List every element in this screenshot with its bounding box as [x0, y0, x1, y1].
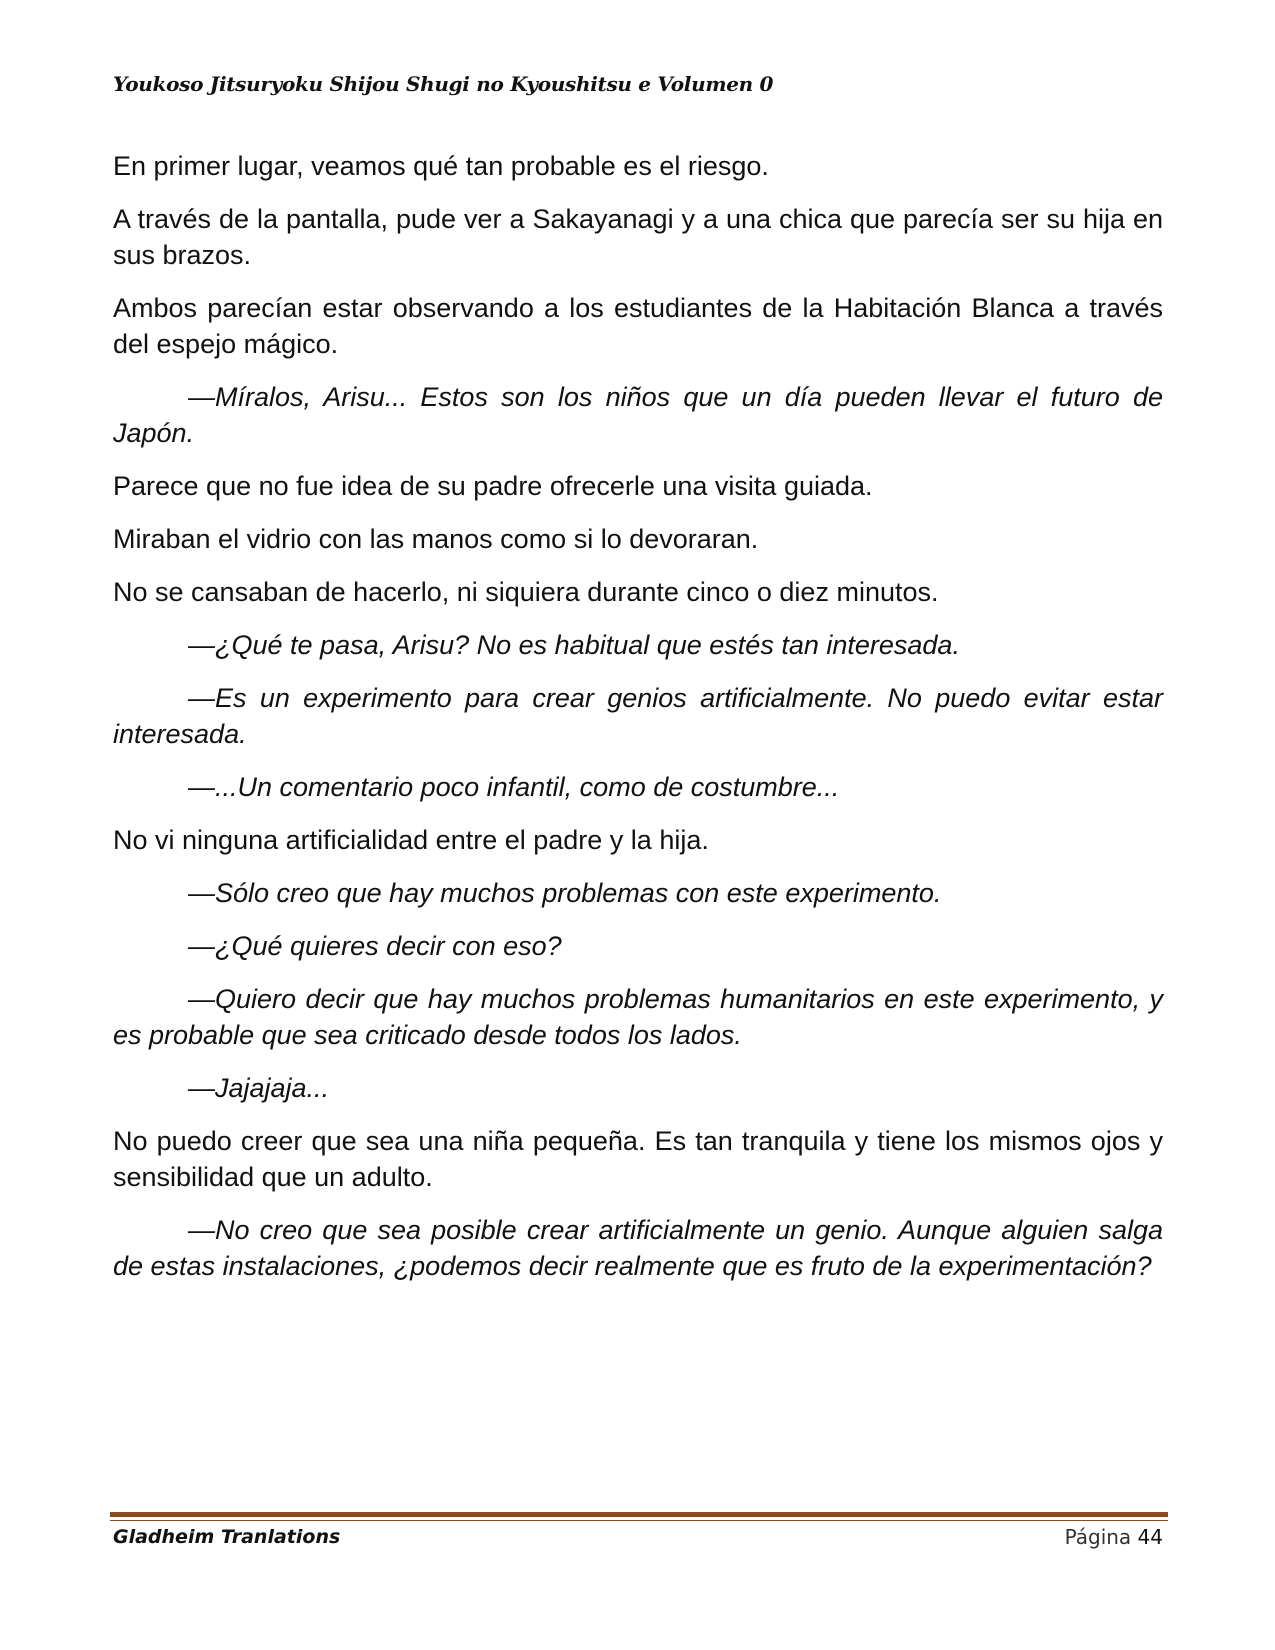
paragraph: No vi ninguna artificialidad entre el padre y la hija.	[113, 825, 709, 855]
paragraph: A través de la pantalla, pude ver a Sakayanagi y a una chica que parecía ser su hija en sus brazos.	[113, 204, 1163, 270]
paragraph: Miraban el vidrio con las manos como si lo devoraran.	[113, 524, 759, 554]
paragraph: En primer lugar, veamos qué tan probable es el riesgo.	[113, 151, 769, 181]
page-header-title: Youkoso Jitsuryoku Shijou Shugi no Kyoushitsu e Volumen 0	[113, 72, 774, 96]
dialogue-paragraph: —¿Qué quieres decir con eso?	[188, 931, 562, 961]
footer-page-indicator	[1065, 1525, 1163, 1549]
dialogue-paragraph: —No creo que sea posible crear artificialmente un genio. Aunque alguien salga de estas instalaciones, ¿podemos decir realmente que es fruto de la experimentación?	[113, 1215, 1163, 1281]
page-body	[113, 148, 1163, 1301]
paragraph: Parece que no fue idea de su padre ofrecerle una visita guiada.	[113, 471, 873, 501]
paragraph: No se cansaban de hacerlo, ni siquiera durante cinco o diez minutos.	[113, 577, 939, 607]
page-number: 44	[1137, 1525, 1163, 1549]
dialogue-paragraph: —¿Qué te pasa, Arisu? No es habitual que estés tan interesada.	[188, 630, 960, 660]
paragraph: No puedo creer que sea una niña pequeña. Es tan tranquila y tiene los mismos ojos y sensibilidad que un adulto.	[113, 1126, 1163, 1192]
dialogue-paragraph: —Es un experimento para crear genios artificialmente. No puedo evitar estar interesada.	[113, 683, 1163, 749]
dialogue-paragraph: —Sólo creo que hay muchos problemas con este experimento.	[188, 878, 942, 908]
footer-rule-thin	[110, 1520, 1168, 1521]
footer-credit: Gladheim Tranlations	[113, 1526, 341, 1548]
dialogue-paragraph: —Quiero decir que hay muchos problemas humanitarios en este experimento, y es probable que sea criticado desde todos los lados.	[113, 984, 1163, 1050]
footer-rule-thick	[110, 1512, 1168, 1517]
paragraph: Ambos parecían estar observando a los estudiantes de la Habitación Blanca a través del espejo mágico.	[113, 293, 1163, 359]
dialogue-paragraph: —Jajajaja...	[188, 1073, 330, 1103]
dialogue-paragraph: —...Un comentario poco infantil, como de costumbre...	[188, 772, 840, 802]
dialogue-paragraph: —Míralos, Arisu... Estos son los niños que un día pueden llevar el futuro de Japón.	[113, 382, 1163, 448]
page-label: Página	[1064, 1525, 1132, 1549]
